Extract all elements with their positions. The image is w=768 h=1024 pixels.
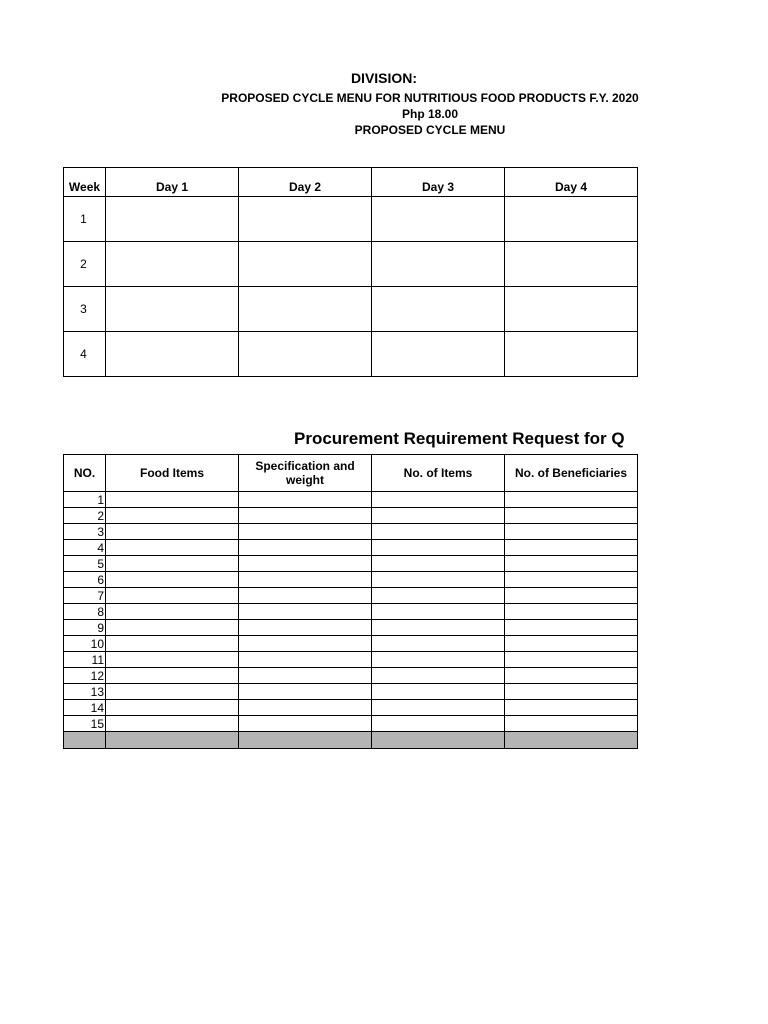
procurement-cell[interactable] [106,540,239,556]
procurement-cell[interactable] [372,604,505,620]
procurement-cell[interactable] [239,556,372,572]
procurement-cell[interactable] [372,588,505,604]
procurement-cell[interactable] [372,492,505,508]
table-row [64,540,638,556]
procurement-cell[interactable] [239,668,372,684]
table-row [64,572,638,588]
column-header-day-2: Day 2 [239,168,372,197]
procurement-cell[interactable] [505,572,638,588]
total-row [64,732,638,749]
table-row [64,636,638,652]
procurement-cell[interactable] [106,668,239,684]
menu-cell[interactable] [239,197,372,242]
table-row [64,588,638,604]
procurement-cell[interactable] [505,508,638,524]
procurement-cell[interactable] [505,716,638,732]
procurement-cell[interactable] [505,700,638,716]
menu-cell[interactable] [239,242,372,287]
column-header-day-4: Day 4 [505,168,638,197]
document-subtitle: PROPOSED CYCLE MENU [354,123,506,137]
procurement-cell[interactable] [106,716,239,732]
procurement-cell[interactable] [239,508,372,524]
row-number: 8 [64,604,106,620]
row-number: 3 [64,524,106,540]
column-header-no-of-items: No. of Items [372,455,505,492]
menu-cell[interactable] [505,242,638,287]
menu-cell[interactable] [106,197,239,242]
row-number: 10 [64,636,106,652]
week-number: 3 [64,287,106,332]
procurement-cell[interactable] [505,636,638,652]
row-number: 13 [64,684,106,700]
menu-cell[interactable] [372,197,505,242]
week-number: 4 [64,332,106,377]
procurement-cell[interactable] [372,572,505,588]
total-cell [64,732,106,749]
procurement-cell[interactable] [239,636,372,652]
procurement-cell[interactable] [505,620,638,636]
procurement-cell[interactable] [106,604,239,620]
menu-cell[interactable] [505,287,638,332]
menu-cell[interactable] [239,287,372,332]
procurement-cell[interactable] [106,556,239,572]
table-row [64,332,638,377]
procurement-cell[interactable] [372,684,505,700]
procurement-cell[interactable] [239,652,372,668]
procurement-cell[interactable] [239,492,372,508]
procurement-cell[interactable] [372,508,505,524]
menu-cell[interactable] [372,242,505,287]
row-number: 6 [64,572,106,588]
procurement-cell[interactable] [106,620,239,636]
cycle-menu-table [63,167,638,377]
column-header-week: Week [64,168,106,197]
table-row [64,604,638,620]
menu-cell[interactable] [239,332,372,377]
procurement-cell[interactable] [106,684,239,700]
table-row [64,287,638,332]
procurement-cell[interactable] [239,524,372,540]
week-number: 2 [64,242,106,287]
row-number: 1 [64,492,106,508]
procurement-cell[interactable] [372,700,505,716]
procurement-cell[interactable] [239,572,372,588]
procurement-cell[interactable] [239,684,372,700]
total-cell [372,732,505,749]
table-header-row [64,168,638,197]
procurement-cell[interactable] [372,652,505,668]
table-row [64,652,638,668]
procurement-cell[interactable] [372,668,505,684]
procurement-cell[interactable] [106,652,239,668]
procurement-cell[interactable] [239,716,372,732]
menu-cell[interactable] [372,332,505,377]
procurement-cell[interactable] [505,540,638,556]
menu-cell[interactable] [505,332,638,377]
procurement-cell[interactable] [106,572,239,588]
table-row [64,556,638,572]
procurement-title: Procurement Requirement Request for Q [294,429,625,448]
procurement-cell[interactable] [372,620,505,636]
procurement-cell[interactable] [239,540,372,556]
row-number: 2 [64,508,106,524]
table-row [64,197,638,242]
price-label: Php 18.00 [401,107,459,121]
table-row [64,700,638,716]
table-row [64,508,638,524]
table-row [64,716,638,732]
column-header-day-3: Day 3 [372,168,505,197]
table-header-row [64,455,638,492]
procurement-cell[interactable] [239,620,372,636]
menu-cell[interactable] [106,332,239,377]
menu-cell[interactable] [372,287,505,332]
document-title: PROPOSED CYCLE MENU FOR NUTRITIOUS FOOD PRODUCTS F.Y. 2020 [221,91,639,105]
procurement-cell[interactable] [239,604,372,620]
row-number: 11 [64,652,106,668]
row-number: 7 [64,588,106,604]
total-cell [505,732,638,749]
procurement-cell[interactable] [505,604,638,620]
column-header-specification: Specification and weight [239,455,372,492]
procurement-cell[interactable] [106,524,239,540]
procurement-cell[interactable] [239,588,372,604]
table-row [64,242,638,287]
table-row [64,620,638,636]
procurement-cell[interactable] [505,588,638,604]
procurement-cell[interactable] [372,540,505,556]
table-row [64,684,638,700]
week-number: 1 [64,197,106,242]
procurement-cell[interactable] [372,556,505,572]
procurement-cell[interactable] [106,508,239,524]
procurement-cell[interactable] [372,716,505,732]
menu-cell[interactable] [505,197,638,242]
table-row [64,492,638,508]
column-header-food-items: Food Items [106,455,239,492]
procurement-cell[interactable] [239,700,372,716]
table-row [64,524,638,540]
procurement-cell[interactable] [372,524,505,540]
procurement-cell[interactable] [505,524,638,540]
menu-cell[interactable] [106,287,239,332]
row-number: 9 [64,620,106,636]
row-number: 5 [64,556,106,572]
column-header-no: NO. [64,455,106,492]
procurement-table-body [64,492,638,749]
procurement-cell[interactable] [106,636,239,652]
column-header-no-of-beneficiaries: No. of Beneficiaries [505,455,638,492]
row-number: 4 [64,540,106,556]
procurement-cell[interactable] [106,700,239,716]
procurement-cell[interactable] [505,492,638,508]
column-header-day-1: Day 1 [106,168,239,197]
procurement-cell[interactable] [106,588,239,604]
procurement-cell[interactable] [505,668,638,684]
procurement-cell[interactable] [505,652,638,668]
total-cell [239,732,372,749]
row-number: 12 [64,668,106,684]
division-label: DIVISION: [350,70,418,86]
procurement-cell[interactable] [372,636,505,652]
table-row [64,668,638,684]
row-number: 14 [64,700,106,716]
procurement-cell[interactable] [505,684,638,700]
total-cell [106,732,239,749]
procurement-cell[interactable] [505,556,638,572]
row-number: 15 [64,716,106,732]
procurement-cell[interactable] [106,492,239,508]
procurement-table [63,454,638,749]
menu-cell[interactable] [106,242,239,287]
